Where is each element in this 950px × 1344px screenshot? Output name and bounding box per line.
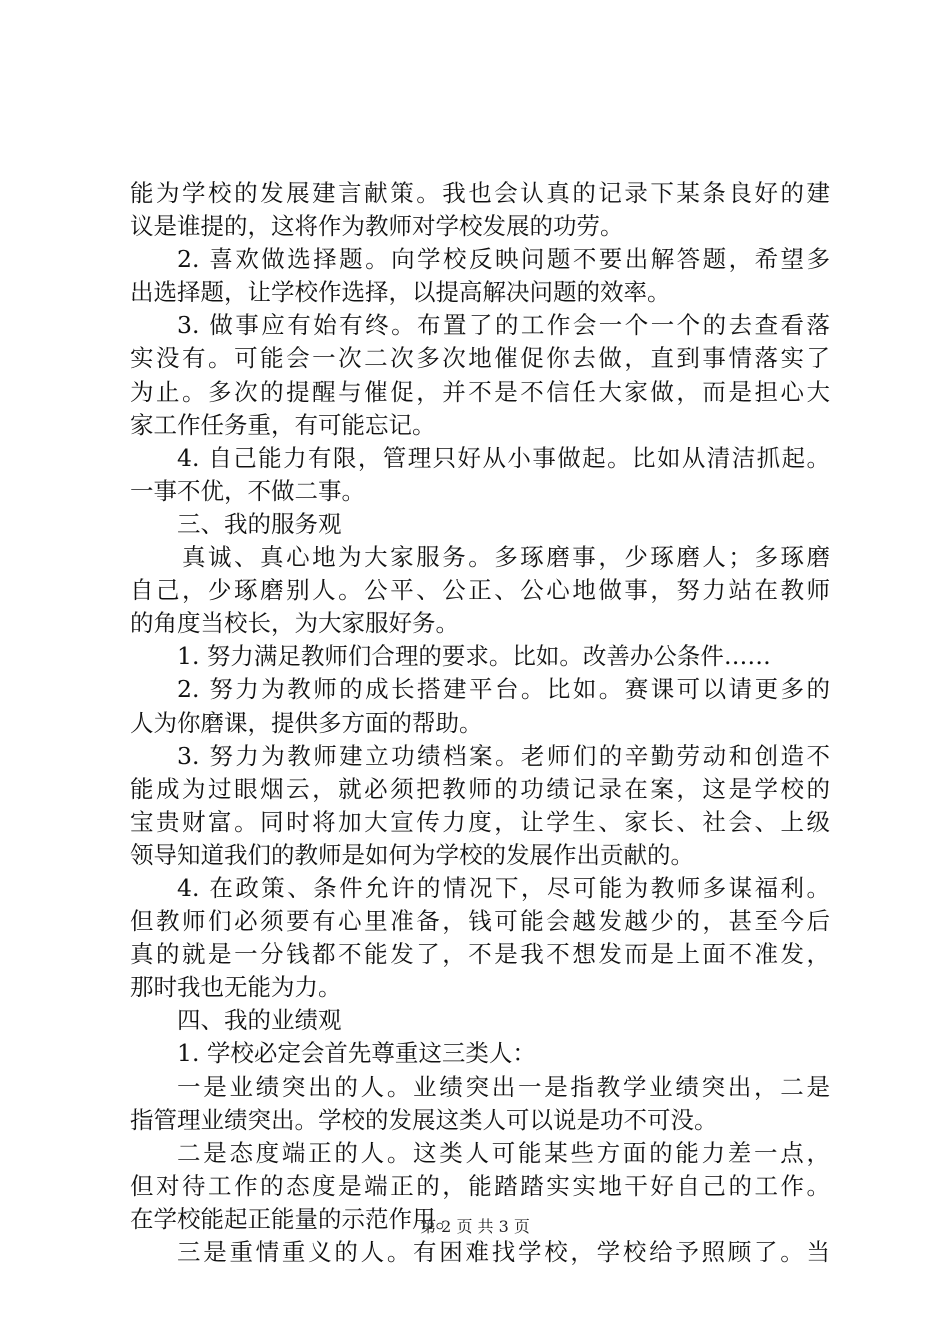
text-line: 3. 努力为教师建立功绩档案。老师们的辛勤劳动和创造不 (177, 741, 830, 770)
text-line: 那时我也无能为力。 (130, 973, 342, 1002)
text-line: 2. 努力为教师的成长搭建平台。比如。赛课可以请更多的 (177, 675, 830, 704)
text-line: 1. 学校必定会首先尊重这三类人： (177, 1039, 536, 1068)
text-line: 家工作任务重，有可能忘记。 (130, 410, 436, 439)
text-line: 2. 喜欢做选择题。向学校反映问题不要出解答题，希望多 (177, 245, 830, 274)
text-line: 在学校能起正能量的示范作用。 (130, 1204, 459, 1233)
text-line: 指管理业绩突出。学校的发展这类人可以说是功不可没。 (130, 1105, 718, 1134)
text-line: 真的就是一分钱都不能发了，不是我不想发而是上面不准发， (130, 940, 830, 969)
section-heading: 三、我的服务观 (177, 509, 342, 538)
text-line: 3. 做事应有始有终。布置了的工作会一个一个的去查看落 (177, 311, 830, 340)
text-line: 为止。多次的提醒与催促，并不是不信任大家做，而是担心大 (130, 377, 830, 406)
section-heading: 四、我的业绩观 (177, 1006, 342, 1035)
text-line: 议是谁提的，这将作为教师对学校发展的功劳。 (130, 212, 624, 241)
text-line: 4. 在政策、条件允许的情况下，尽可能为教师多谋福利。 (177, 873, 830, 902)
text-line: 1. 努力满足教师们合理的要求。比如。改善办公条件…… (177, 642, 771, 671)
text-line: 三是重情重义的人。有困难找学校，学校给予照顾了。当 (177, 1238, 830, 1266)
text-line: 出选择题，让学校作选择，以提高解决问题的效率。 (130, 278, 671, 307)
page-footer: 第 2 页 共 3 页 (420, 1217, 530, 1236)
text-line: 一是业绩突出的人。业绩突出一是指教学业绩突出，二是 (177, 1072, 830, 1101)
text-line: 但对待工作的态度是端正的，能踏踏实实地干好自己的工作。 (130, 1171, 830, 1200)
text-line: 领导知道我们的教师是如何为学校的发展作出贡献的。 (130, 840, 694, 869)
text-line: 4. 自己能力有限，管理只好从小事做起。比如从清洁抓起。 (177, 443, 830, 472)
text-line: 二是态度端正的人。这类人可能某些方面的能力差一点， (177, 1138, 830, 1167)
text-line: 真诚、真心地为大家服务。多琢磨事，少琢磨人；多琢磨 (182, 543, 830, 572)
text-line: 但教师们必须要有心里准备，钱可能会越发越少的，甚至今后 (130, 907, 830, 936)
text-line: 宝贵财富。同时将加大宣传力度，让学生、家长、社会、上级 (130, 807, 830, 836)
text-line: 能成为过眼烟云，就必须把教师的功绩记录在案，这是学校的 (130, 774, 830, 803)
text-line: 人为你磨课，提供多方面的帮助。 (130, 708, 483, 737)
text-line: 实没有。可能会一次二次多次地催促你去做，直到事情落实了 (130, 344, 830, 373)
body-text (130, 177, 830, 1269)
text-line: 能为学校的发展建言献策。我也会认真的记录下某条良好的建 (130, 179, 830, 207)
text-line: 自己，少琢磨别人。公平、公正、公心地做事，努力站在教师 (130, 576, 830, 605)
text-line: 一事不优，不做二事。 (130, 476, 365, 505)
text-line: 的角度当校长，为大家服好务。 (130, 609, 459, 638)
